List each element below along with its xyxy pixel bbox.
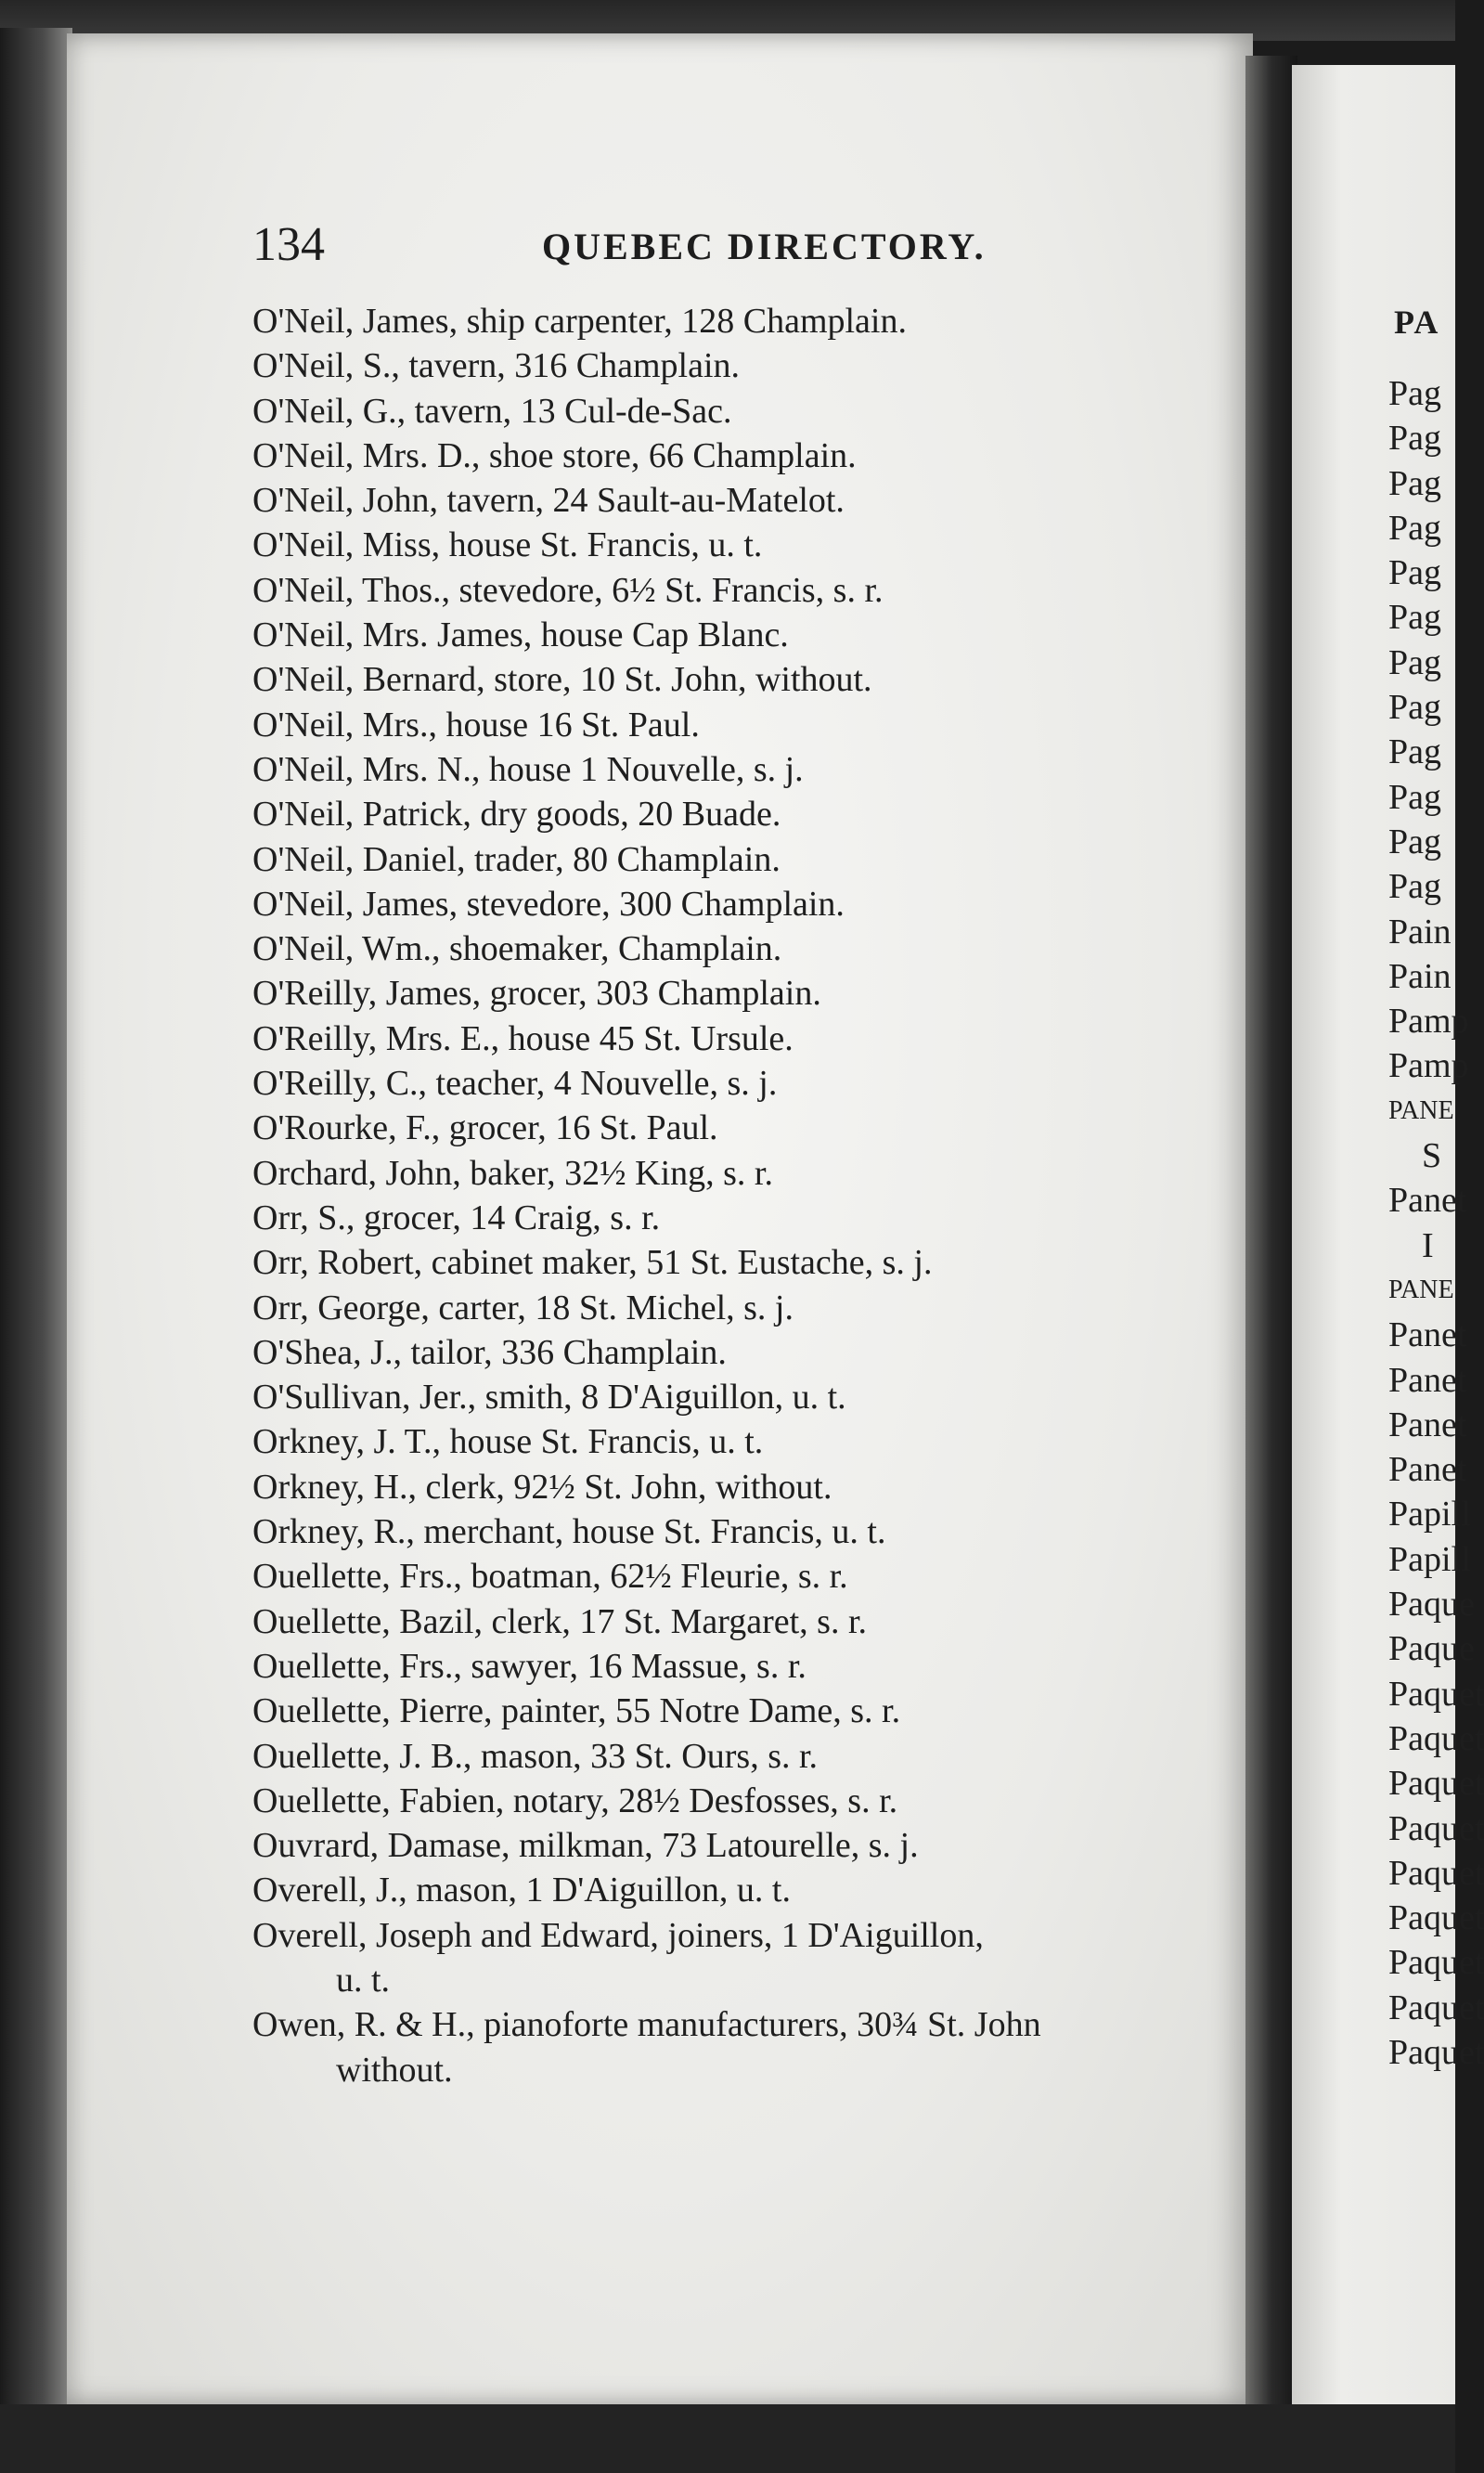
facing-page-entry: PANE [1388, 1095, 1454, 1125]
entry-continuation: without. [336, 2050, 453, 2090]
page-title: QUEBEC DIRECTORY. [542, 226, 987, 267]
scan-bottom-edge [0, 2404, 1455, 2473]
entry-text: Ouellette, Bazil, clerk, 17 St. Margaret, s. r. [252, 1601, 868, 1641]
entry-text: Owen, R. & H., pianoforte manufacturers, 30¾ St. John [252, 2005, 1041, 2045]
facing-page-entry: Panet [1388, 1360, 1467, 1400]
entry-text: Ouellette, Frs., boatman, 62½ Fleurie, s. r. [252, 1557, 848, 1597]
directory-entry [252, 299, 1245, 343]
facing-page-entry: I [1422, 1225, 1434, 1265]
entry-text: O'Reilly, C., teacher, 4 Nouvelle, s. j. [252, 1064, 778, 1104]
facing-page-heading: PA [1394, 304, 1440, 341]
entry-text: O'Neil, Wm., shoemaker, Champlain. [252, 929, 782, 969]
facing-page-entry: Pag [1388, 598, 1441, 638]
entry-text: Orr, Robert, cabinet maker, 51 St. Eustache, s. j. [252, 1243, 933, 1283]
facing-page-entry: Pamp [1388, 1046, 1469, 1086]
directory-entry [252, 1106, 1245, 1150]
facing-page-entry: Panet [1388, 1315, 1467, 1355]
directory-entry [252, 1286, 1245, 1330]
entry-text: O'Rourke, F., grocer, 16 St. Paul. [252, 1108, 718, 1148]
entry-text: Ouvrard, Damase, milkman, 73 Latourelle, s. j. [252, 1826, 919, 1866]
directory-entry [252, 747, 1245, 792]
facing-page [1292, 65, 1484, 2404]
directory-entry [252, 837, 1245, 882]
facing-page-entry: Paquet [1388, 1808, 1484, 1848]
entry-text: Ouellette, Frs., sawyer, 16 Massue, s. r. [252, 1646, 807, 1686]
entry-text: O'Neil, Daniel, trader, 80 Champlain. [252, 839, 781, 879]
entry-text: Ouellette, J. B., mason, 33 St. Ours, s. r. [252, 1736, 819, 1776]
directory-entry [252, 1599, 1245, 1644]
facing-page-entry: Paquet [1388, 1898, 1484, 1938]
directory-entries [252, 299, 1245, 2092]
facing-page-entry: Pag [1388, 688, 1441, 728]
entry-text: O'Neil, Miss, house St. Francis, u. t. [252, 525, 763, 565]
facing-page-entry: Paquet [1388, 1718, 1484, 1758]
entry-text: O'Neil, G., tavern, 13 Cul-de-Sac. [252, 391, 732, 431]
facing-page-entry: PANE [1388, 1275, 1454, 1304]
entry-text: O'Neil, James, ship carpenter, 128 Champlain. [252, 302, 907, 341]
directory-entry [252, 1330, 1245, 1375]
directory-entry [252, 434, 1245, 478]
entry-text: O'Neil, Bernard, store, 10 St. John, without. [252, 660, 872, 700]
facing-page-entry: S [1422, 1136, 1442, 1176]
entry-text: Orkney, J. T., house St. Francis, u. t. [252, 1422, 764, 1462]
facing-page-entry: Paque [1388, 1629, 1475, 1669]
directory-entry [252, 703, 1245, 747]
facing-page-entry: Pamp [1388, 1002, 1469, 1042]
directory-entry [252, 1734, 1245, 1779]
facing-page-entry: Pag [1388, 419, 1441, 459]
entry-text: O'Neil, Mrs. N., house 1 Nouvelle, s. j. [252, 749, 804, 789]
facing-page-entry: Paquet [1388, 1943, 1484, 1983]
directory-entry [252, 1554, 1245, 1599]
entry-text: O'Neil, Mrs. D., shoe store, 66 Champlain. [252, 435, 857, 475]
entry-text: Orkney, R., merchant, house St. Francis, u. t. [252, 1512, 886, 1552]
directory-entry [252, 343, 1245, 388]
entry-text: O'Neil, John, tavern, 24 Sault-au-Matelot. [252, 481, 845, 521]
directory-entry [252, 926, 1245, 971]
directory-entry [252, 882, 1245, 926]
facing-page-entry: Panet [1388, 1405, 1467, 1444]
facing-page-entry: Paquet [1388, 1764, 1484, 1804]
entry-text: Ouellette, Fabien, notary, 28½ Desfosses, s. r. [252, 1780, 898, 1820]
directory-entry [252, 1465, 1245, 1509]
directory-entry [252, 971, 1245, 1016]
entry-text: O'Shea, J., tailor, 336 Champlain. [252, 1332, 727, 1372]
facing-page-entry: Pag [1388, 822, 1441, 861]
entry-continuation: u. t. [336, 1960, 391, 2000]
directory-entry [252, 389, 1245, 434]
entry-text: Ouellette, Pierre, painter, 55 Notre Dame, s. r. [252, 1691, 901, 1731]
facing-page-entry: Pain [1388, 956, 1452, 996]
entry-text: Orr, S., grocer, 14 Craig, s. r. [252, 1198, 661, 1237]
facing-page-entry: Pag [1388, 374, 1441, 413]
directory-entry [252, 613, 1245, 657]
facing-page-entry: Pag [1388, 508, 1441, 548]
directory-entry [252, 1375, 1245, 1419]
facing-page-entry: Paquet [1388, 1987, 1484, 2027]
facing-page-entry: Paquet [1388, 1674, 1484, 1714]
entry-text: O'Reilly, Mrs. E., house 45 St. Ursule. [252, 1018, 794, 1058]
entry-text: Orr, George, carter, 18 St. Michel, s. j. [252, 1288, 794, 1327]
entry-text: Overell, J., mason, 1 D'Aiguillon, u. t. [252, 1871, 791, 1910]
book-left-edge [0, 28, 72, 2414]
running-head [252, 217, 1181, 273]
entry-text: O'Neil, Mrs., house 16 St. Paul. [252, 705, 700, 744]
page-number: 134 [252, 218, 325, 271]
entry-text: O'Reilly, James, grocer, 303 Champlain. [252, 974, 821, 1014]
entry-text: O'Neil, Patrick, dry goods, 20 Buade. [252, 795, 781, 835]
entry-text: O'Neil, S., tavern, 316 Champlain. [252, 346, 741, 386]
facing-page-entry: Papill [1388, 1495, 1471, 1534]
facing-page-entry: Pag [1388, 867, 1441, 907]
directory-entry [252, 568, 1245, 613]
facing-page-entry: Panet [1388, 1181, 1467, 1221]
entry-text: Orchard, John, baker, 32½ King, s. r. [252, 1153, 773, 1193]
facing-page-entry: Pag [1388, 463, 1441, 503]
entry-text: O'Sullivan, Jer., smith, 8 D'Aiguillon, u. t. [252, 1378, 846, 1418]
facing-page-entry: Paquet [1388, 2032, 1484, 2072]
directory-entry [252, 792, 1245, 836]
facing-page-entry: Pag [1388, 642, 1441, 682]
entry-text: Orkney, H., clerk, 92½ St. John, without. [252, 1467, 832, 1507]
facing-page-entry: Pain [1388, 912, 1452, 952]
directory-entry [252, 1196, 1245, 1240]
facing-page-entry: Pag [1388, 777, 1441, 817]
directory-entry [252, 1913, 1245, 2003]
directory-entry [252, 1016, 1245, 1061]
entry-text: O'Neil, James, stevedore, 300 Champlain. [252, 884, 845, 924]
entry-text: O'Neil, Thos., stevedore, 6½ St. Francis, s. r. [252, 570, 884, 610]
directory-entry [252, 1509, 1245, 1554]
entry-text: Overell, Joseph and Edward, joiners, 1 D'Aiguillon, [252, 1915, 984, 1955]
directory-entry [252, 1868, 1245, 1912]
directory-entry [252, 2002, 1245, 2092]
entry-text: O'Neil, Mrs. James, house Cap Blanc. [252, 615, 789, 655]
facing-page-entry: Paque [1388, 1585, 1475, 1625]
directory-entry [252, 1419, 1245, 1464]
directory-entry [252, 1240, 1245, 1285]
facing-page-entry: Pag [1388, 732, 1441, 772]
directory-entry [252, 1689, 1245, 1733]
directory-entry [252, 657, 1245, 702]
directory-entry [252, 478, 1245, 523]
facing-page-entry: Pag [1388, 553, 1441, 593]
facing-page-entries [1388, 371, 1484, 2075]
directory-entry [252, 1823, 1245, 1868]
directory-entry [252, 1644, 1245, 1689]
facing-page-entry: Panet [1388, 1450, 1467, 1490]
facing-page-entry: Paquet [1388, 1853, 1484, 1893]
book-gutter [1245, 56, 1297, 2404]
directory-entry [252, 523, 1245, 567]
directory-entry [252, 1061, 1245, 1106]
directory-entry [252, 1779, 1245, 1823]
directory-entry [252, 1151, 1245, 1196]
facing-page-entry: Papill [1388, 1539, 1471, 1579]
